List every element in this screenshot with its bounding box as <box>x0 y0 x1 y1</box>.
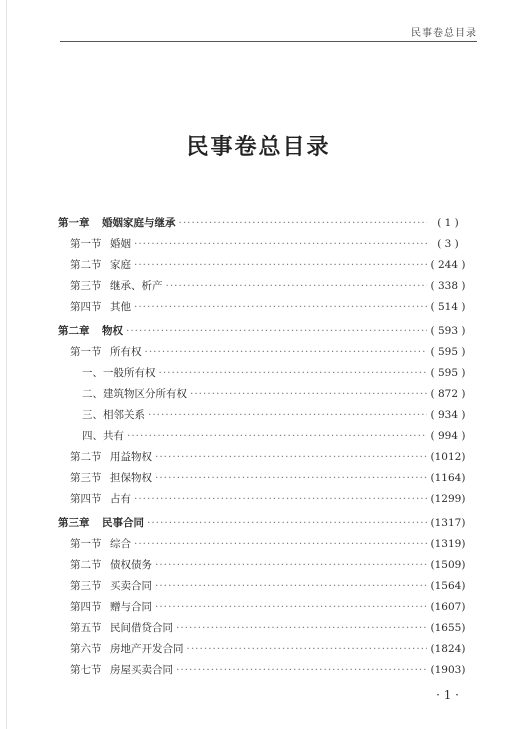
toc-page-number: (1012) <box>430 450 466 463</box>
toc-entry-title: 继承、析产 <box>110 279 163 292</box>
toc-chapter-row[interactable] <box>58 515 466 536</box>
toc-leader-dots <box>148 409 427 421</box>
table-of-contents <box>58 215 466 683</box>
toc-leader-dots <box>134 493 427 505</box>
toc-page-number: (1509) <box>430 559 466 572</box>
toc-entry-row[interactable] <box>58 386 466 407</box>
toc-page-number: (1299) <box>430 492 466 505</box>
toc-entry-row[interactable] <box>58 428 466 449</box>
toc-leader-dots <box>187 643 428 655</box>
toc-page-number: (1607) <box>430 601 466 614</box>
toc-leader-dots <box>176 664 427 676</box>
toc-page-number: (1317) <box>430 517 466 530</box>
toc-page-number: (1903) <box>430 663 466 676</box>
toc-page-number: ( 595 ) <box>430 346 466 359</box>
toc-entry-title: 三、相邻关系 <box>82 409 145 422</box>
toc-entry-number: 第五节 <box>70 621 102 634</box>
page-edge-line <box>6 0 7 729</box>
toc-entry-row[interactable] <box>58 407 466 428</box>
toc-entry-row[interactable] <box>58 641 466 662</box>
toc-entry-title: 债权债务 <box>110 559 152 572</box>
toc-entry-number: 第三节 <box>70 580 102 593</box>
toc-entry-row[interactable] <box>58 236 466 257</box>
toc-entry-number: 第一节 <box>70 346 102 359</box>
toc-page-number: ( 1 ) <box>437 217 459 229</box>
toc-entry-title: 所有权 <box>110 346 142 359</box>
toc-leader-dots <box>134 259 427 271</box>
toc-page-number: ( 934 ) <box>430 409 466 422</box>
page-number: · 1 · <box>436 688 459 702</box>
toc-entry-title: 物权 <box>102 325 123 338</box>
toc-leader-dots <box>155 601 427 613</box>
toc-leader-dots <box>126 325 427 337</box>
toc-entry-title: 赠与合同 <box>110 601 152 614</box>
toc-entry-number: 第三节 <box>70 279 102 292</box>
toc-entry-number: 第三节 <box>70 471 102 484</box>
toc-entry-row[interactable] <box>58 557 466 578</box>
toc-page-number: ( 872 ) <box>430 388 466 401</box>
toc-entry-number: 第一节 <box>70 538 102 551</box>
toc-entry-number: 第三章 <box>58 517 90 530</box>
toc-entry-row[interactable] <box>58 578 466 599</box>
toc-entry-title: 用益物权 <box>110 450 152 463</box>
toc-entry-title: 婚姻家庭与继承 <box>102 217 176 229</box>
toc-entry-title: 其他 <box>110 300 131 313</box>
toc-page-number: (1655) <box>430 621 466 634</box>
toc-entry-title: 买卖合同 <box>110 580 152 593</box>
toc-entry-row[interactable] <box>58 620 466 641</box>
toc-entry-title: 一、一般所有权 <box>82 367 156 380</box>
toc-entry-number: 第四节 <box>70 601 102 614</box>
toc-entry-row[interactable] <box>58 470 466 491</box>
toc-page-number: ( 595 ) <box>430 367 466 380</box>
toc-leader-dots <box>147 517 427 529</box>
toc-page-number: ( 3 ) <box>437 237 459 250</box>
toc-entry-number: 第四节 <box>70 492 102 505</box>
toc-leader-dots <box>127 430 427 442</box>
toc-chapter-row[interactable] <box>58 215 466 236</box>
toc-entry-title: 占有 <box>110 492 131 505</box>
toc-leader-dots <box>159 367 428 379</box>
toc-entry-row[interactable] <box>58 365 466 386</box>
toc-entry-number: 第四节 <box>70 300 102 313</box>
toc-entry-title: 房屋买卖合同 <box>110 663 173 676</box>
toc-leader-dots <box>179 217 428 229</box>
toc-entry-title: 四、共有 <box>82 429 124 442</box>
toc-entry-title: 民事合同 <box>102 517 144 530</box>
toc-page-number: (1164) <box>430 471 466 484</box>
toc-leader-dots <box>145 346 428 358</box>
toc-entry-number: 第二节 <box>70 258 102 271</box>
toc-entry-number: 第一节 <box>70 237 102 250</box>
toc-entry-number: 第二节 <box>70 450 102 463</box>
toc-entry-title: 综合 <box>110 538 131 551</box>
toc-entry-row[interactable] <box>58 344 466 365</box>
toc-entry-row[interactable] <box>58 449 466 470</box>
toc-page-number: ( 994 ) <box>430 429 466 442</box>
toc-leader-dots <box>176 622 427 634</box>
toc-leader-dots <box>134 538 427 550</box>
toc-leader-dots <box>155 472 427 484</box>
toc-entry-title: 民间借贷合同 <box>110 621 173 634</box>
toc-entry-number: 第六节 <box>70 642 102 655</box>
toc-entry-row[interactable] <box>58 491 466 512</box>
toc-entry-row[interactable] <box>58 257 466 278</box>
toc-leader-dots <box>190 388 427 400</box>
header-rule <box>60 41 477 42</box>
toc-page-number: (1564) <box>430 580 466 593</box>
toc-entry-row[interactable] <box>58 278 466 299</box>
toc-leader-dots <box>155 451 427 463</box>
toc-entry-row[interactable] <box>58 536 466 557</box>
toc-chapter-row[interactable] <box>58 323 466 344</box>
toc-entry-number: 第七节 <box>70 663 102 676</box>
toc-leader-dots <box>166 280 428 292</box>
toc-entry-title: 婚姻 <box>110 237 131 250</box>
toc-page-number: (1824) <box>430 642 466 655</box>
toc-leader-dots <box>134 238 427 250</box>
toc-entry-number: 第二节 <box>70 559 102 572</box>
toc-entry-title: 二、建筑物区分所有权 <box>82 388 187 401</box>
page-title: 民事卷总目录 <box>186 134 331 160</box>
toc-entry-title: 家庭 <box>110 258 131 271</box>
toc-entry-title: 房地产开发合同 <box>110 642 184 655</box>
toc-entry-number: 第一章 <box>58 217 90 229</box>
toc-entry-row[interactable] <box>58 662 466 683</box>
toc-page-number: ( 514 ) <box>430 300 466 313</box>
toc-entry-row[interactable] <box>58 299 466 320</box>
toc-leader-dots <box>155 559 427 571</box>
toc-page-number: ( 338 ) <box>430 279 466 292</box>
toc-leader-dots <box>134 301 427 313</box>
toc-leader-dots <box>155 580 427 592</box>
toc-entry-number: 第二章 <box>58 325 90 338</box>
toc-entry-row[interactable] <box>58 599 466 620</box>
toc-page-number: (1319) <box>430 538 466 551</box>
toc-entry-title: 担保物权 <box>110 471 152 484</box>
running-header: 民事卷总目录 <box>411 28 477 39</box>
toc-page-number: ( 593 ) <box>430 325 466 338</box>
toc-page-number: ( 244 ) <box>430 258 466 271</box>
